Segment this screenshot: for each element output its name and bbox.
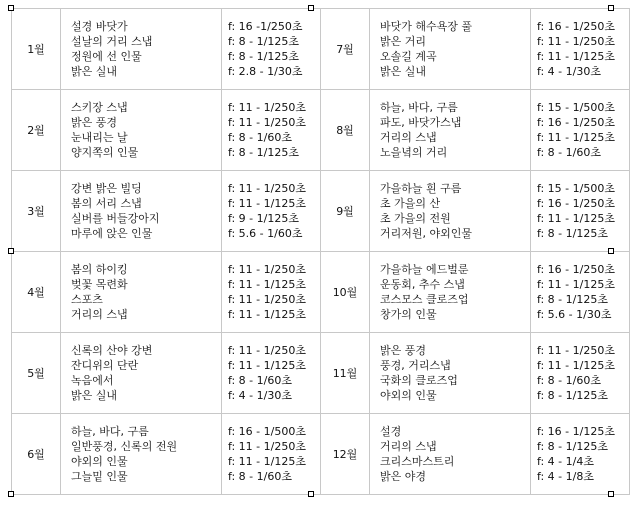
subject-text: 양지쪽의 인물 [71,146,139,159]
subject-text: 설날의 거리 스냅 [71,35,153,48]
exposure-text: f: 11 - 1/250초 [228,293,306,306]
exposure-table [11,8,630,495]
subject-text: 가을하늘 흰 구름 [380,182,462,195]
exposure-cell[interactable] [531,414,630,495]
subject-text: 하늘, 바다, 구름 [71,425,149,438]
subject-cell[interactable] [370,171,531,252]
subject-cell[interactable] [370,252,531,333]
subject-text: 거리의 스냅 [380,131,437,144]
month-cell[interactable] [12,90,61,171]
month-label: 4월 [27,285,45,299]
month-cell[interactable] [321,333,370,414]
subject-cell[interactable] [370,414,531,495]
exposure-text: f: 11 - 1/250초 [228,116,306,129]
exposure-text: f: 11 - 1/125초 [537,278,615,291]
month-cell[interactable] [321,90,370,171]
month-cell[interactable] [321,414,370,495]
exposure-text: f: 11 - 1/250초 [228,182,306,195]
month-label: 2월 [27,123,45,137]
table-row [12,414,630,495]
exposure-table-body [12,9,630,495]
subject-text: 밝은 야경 [380,470,427,483]
exposure-cell[interactable] [531,333,630,414]
month-label: 1월 [27,42,45,56]
exposure-text: f: 4 - 1/30초 [537,65,601,78]
exposure-text: f: 8 - 1/125초 [537,227,608,240]
subject-cell[interactable] [370,333,531,414]
subject-text: 파도, 바닷가스냅 [380,116,462,129]
exposure-cell[interactable] [222,333,321,414]
month-label: 7월 [336,42,354,56]
table-row [12,333,630,414]
exposure-text: f: 8 - 1/125초 [537,389,608,402]
exposure-text: f: 2.8 - 1/30초 [228,65,303,78]
exposure-text: f: 8 - 1/125초 [537,293,608,306]
resize-handle-top-left[interactable] [8,5,14,11]
exposure-text: f: 4 - 1/4초 [537,455,594,468]
exposure-cell[interactable] [222,414,321,495]
exposure-text: f: 16 - 1/250초 [537,20,615,33]
subject-text: 봄의 서리 스냅 [71,197,142,210]
subject-text: 설경 바닷가 [71,20,128,33]
exposure-text: f: 8 - 1/60초 [228,374,292,387]
exposure-cell[interactable] [531,9,630,90]
subject-text: 눈내리는 날 [71,131,128,144]
subject-cell[interactable] [61,252,222,333]
subject-text: 크리스마스트리 [380,455,455,468]
month-cell[interactable] [321,171,370,252]
subject-text: 그늘밑 인물 [71,470,128,483]
table-row [12,90,630,171]
subject-text: 밝은 실내 [71,389,118,402]
subject-text: 국화의 클로즈업 [380,374,458,387]
exposure-cell[interactable] [222,252,321,333]
exposure-text: f: 11 - 1/250초 [228,344,306,357]
exposure-text: f: 11 - 1/125초 [228,197,306,210]
subject-text: 스포츠 [71,293,103,306]
exposure-text: f: 16 - 1/125초 [537,425,615,438]
subject-cell[interactable] [61,9,222,90]
subject-cell[interactable] [61,414,222,495]
subject-text: 창가의 인물 [380,308,437,321]
subject-text: 잔디위의 단란 [71,359,139,372]
resize-handle-top-center[interactable] [308,5,314,11]
resize-handle-bottom-left[interactable] [8,491,14,497]
exposure-text: f: 16 - 1/500초 [228,425,306,438]
month-cell[interactable] [12,9,61,90]
subject-text: 정원에 선 인물 [71,50,142,63]
resize-handle-middle-right[interactable] [608,248,614,254]
exposure-text: f: 8 - 1/125초 [228,50,299,63]
subject-text: 벚꽃 목련화 [71,278,128,291]
exposure-text: f: 8 - 1/125초 [228,35,299,48]
subject-cell[interactable] [370,9,531,90]
exposure-text: f: 16 - 1/250초 [537,263,615,276]
subject-text: 코스모스 클로즈업 [380,293,469,306]
exposure-text: f: 11 - 1/125초 [537,50,615,63]
exposure-cell[interactable] [531,171,630,252]
subject-text: 밝은 거리 [380,35,427,48]
resize-handle-middle-left[interactable] [8,248,14,254]
exposure-text: f: 11 - 1/125초 [228,278,306,291]
subject-text: 밝은 풍경 [71,116,118,129]
subject-text: 하늘, 바다, 구름 [380,101,458,114]
subject-text: 야외의 인물 [380,389,437,402]
subject-text: 스키장 스냅 [71,101,128,114]
subject-text: 초 가을의 전원 [380,212,451,225]
exposure-text: f: 11 - 1/250초 [228,440,306,453]
exposure-text: f: 11 - 1/125초 [537,131,615,144]
subject-text: 노을녘의 거리 [380,146,448,159]
exposure-cell[interactable] [222,90,321,171]
exposure-cell[interactable] [531,252,630,333]
exposure-text: f: 8 - 1/125초 [228,146,299,159]
exposure-text: f: 15 - 1/500초 [537,101,615,114]
subject-text: 밝은 실내 [380,65,427,78]
subject-text: 강변 밝은 빌딩 [71,182,142,195]
exposure-text: f: 8 - 1/60초 [228,470,292,483]
subject-text: 가을하늘 에드벌룬 [380,263,469,276]
month-cell[interactable] [321,9,370,90]
subject-text: 운동회, 추수 스냅 [380,278,465,291]
subject-text: 실버를 버들강아지 [71,212,160,225]
exposure-cell[interactable] [222,9,321,90]
month-label: 9월 [336,204,354,218]
subject-text: 설경 [380,425,402,438]
exposure-text: f: 8 - 1/60초 [537,146,601,159]
exposure-text: f: 5.6 - 1/60초 [228,227,303,240]
subject-text: 오솔길 계곡 [380,50,437,63]
resize-handle-top-right[interactable] [608,5,614,11]
subject-text: 밝은 실내 [71,65,118,78]
subject-cell[interactable] [61,90,222,171]
month-label: 5월 [27,366,45,380]
table-row [12,9,630,90]
subject-text: 봄의 하이킹 [71,263,128,276]
exposure-text: f: 4 - 1/30초 [228,389,292,402]
month-label: 6월 [27,447,45,461]
exposure-text: f: 11 - 1/125초 [228,359,306,372]
exposure-text: f: 16 - 1/250초 [537,197,615,210]
subject-text: 밝은 풍경 [380,344,427,357]
subject-text: 초 가을의 산 [380,197,441,210]
subject-text: 일반풍경, 신록의 전원 [71,440,178,453]
subject-text: 신록의 산야 강변 [71,344,153,357]
subject-text: 마루에 앉은 인물 [71,227,153,240]
exposure-text: f: 11 - 1/125초 [228,455,306,468]
exposure-text: f: 11 - 1/125초 [228,308,306,321]
exposure-text: f: 16 -1/250초 [228,20,303,33]
month-cell[interactable] [321,252,370,333]
month-cell[interactable] [12,171,61,252]
month-label: 3월 [27,204,45,218]
exposure-cell[interactable] [222,171,321,252]
subject-cell[interactable] [61,171,222,252]
resize-handle-bottom-right[interactable] [608,491,614,497]
month-label: 11월 [332,366,358,380]
month-label: 8월 [336,123,354,137]
subject-text: 거리의 스냅 [71,308,128,321]
exposure-text: f: 15 - 1/500초 [537,182,615,195]
exposure-text: f: 4 - 1/8초 [537,470,594,483]
exposure-text: f: 11 - 1/250초 [537,344,615,357]
exposure-text: f: 11 - 1/125초 [537,212,615,225]
month-label: 12월 [332,447,358,461]
subject-cell[interactable] [370,90,531,171]
exposure-cell[interactable] [531,90,630,171]
exposure-text: f: 11 - 1/250초 [228,263,306,276]
exposure-text: f: 11 - 1/125초 [537,359,615,372]
subject-text: 거리저원, 야외인물 [380,227,473,240]
month-cell[interactable] [12,252,61,333]
exposure-text: f: 11 - 1/250초 [228,101,306,114]
subject-text: 거리의 스냅 [380,440,437,453]
month-cell[interactable] [12,333,61,414]
subject-text: 녹음에서 [71,374,114,387]
exposure-text: f: 9 - 1/125초 [228,212,299,225]
month-cell[interactable] [12,414,61,495]
table-row [12,252,630,333]
month-label: 10월 [332,285,358,299]
subject-text: 풍경, 거리스냅 [380,359,451,372]
table-row [12,171,630,252]
exposure-text: f: 8 - 1/125초 [537,440,608,453]
exposure-text: f: 11 - 1/250초 [537,35,615,48]
exposure-text: f: 8 - 1/60초 [537,374,601,387]
exposure-text: f: 5.6 - 1/30초 [537,308,612,321]
exposure-text: f: 16 - 1/250초 [537,116,615,129]
resize-handle-bottom-center[interactable] [308,491,314,497]
subject-text: 야외의 인물 [71,455,128,468]
subject-text: 바닷가 해수욕장 풀 [380,20,473,33]
subject-cell[interactable] [61,333,222,414]
exposure-text: f: 8 - 1/60초 [228,131,292,144]
